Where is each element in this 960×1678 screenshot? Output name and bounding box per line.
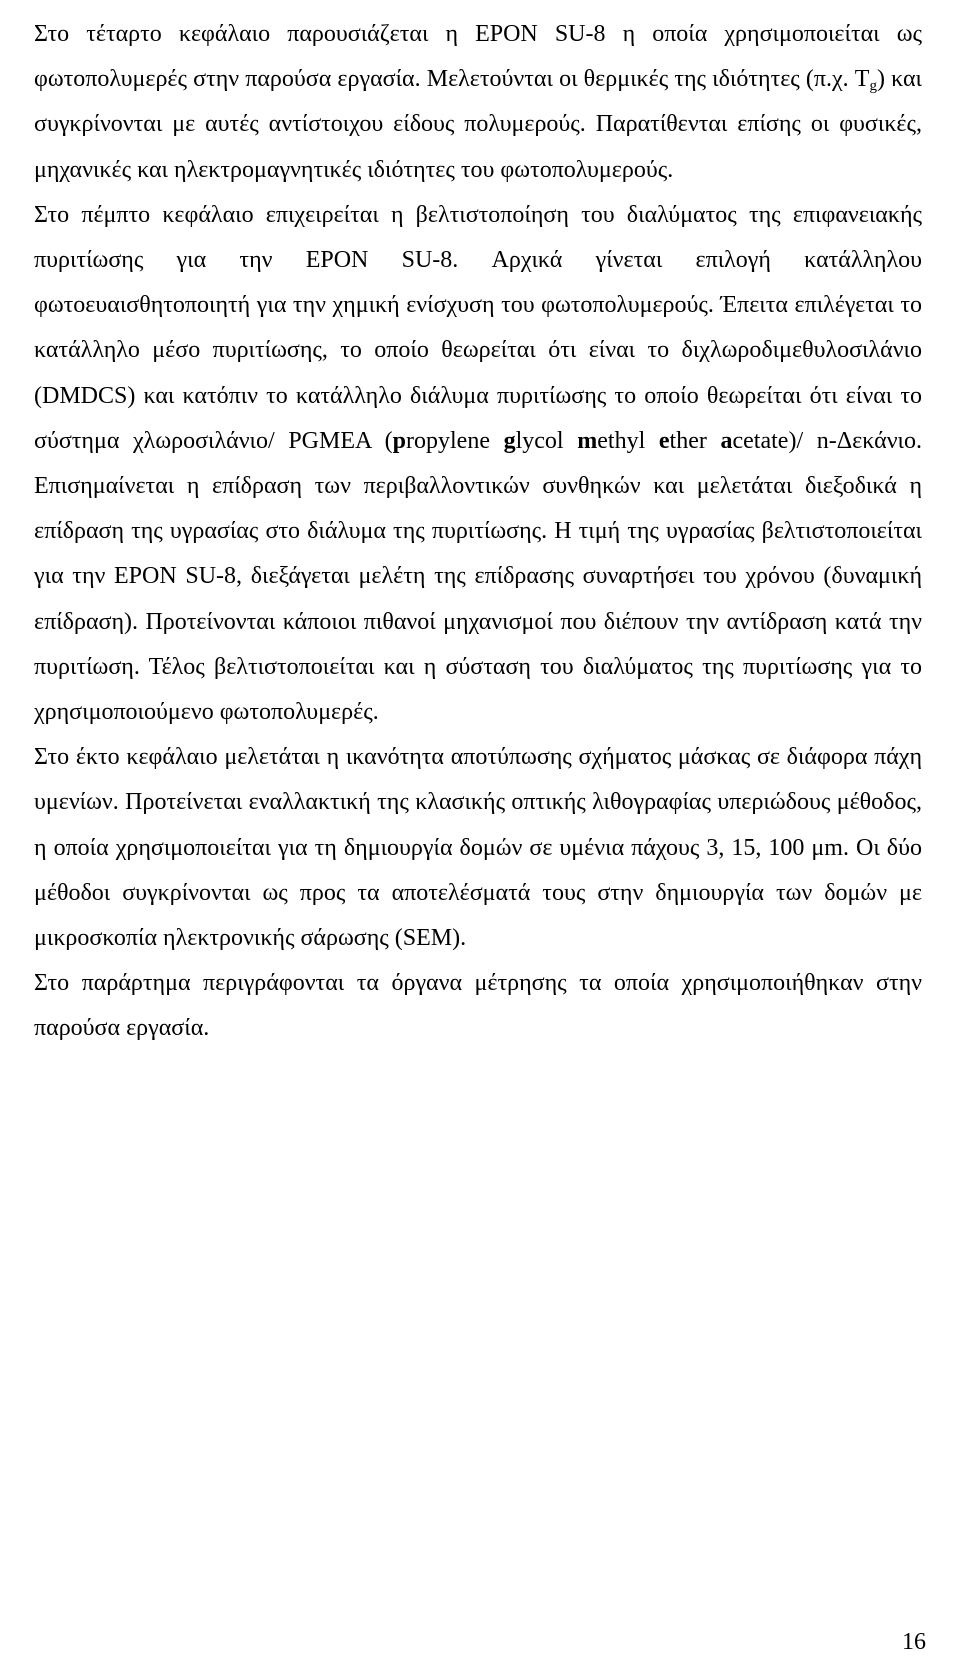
paragraph-appendix: Στο παράρτημα περιγράφονται τα όργανα μέτρησης τα οποία χρησιμοποιήθηκαν στην παρούσα εργασία.	[34, 970, 922, 1042]
paragraph-text: ethyl	[597, 427, 659, 454]
paragraph-text: ropylene	[406, 427, 504, 454]
acronym-letter: m	[577, 427, 598, 454]
acronym-letter: e	[658, 427, 670, 454]
paragraph-text: cetate)/ n-Δεκάνιο. Επισημαίνεται η επίδραση των περιβαλλοντικών συνθηκών και μελετάται διεξοδικά η επίδραση της υγρασίας στο διάλυμα της πυριτίωσης. Η τιμή της υγρασίας βελτιστοποιείται για την EPON SU-8, διεξάγεται μελέτη της επίδρασης συναρτήσει του χρόνου (δυναμική επίδραση). Προτείνονται κάποιοι πιθανοί μηχανισμοί που διέπουν την αντίδραση κατά την πυριτίωση. Τέλος βελτιστοποιείται και η σύσταση του διαλύματος της πυριτίωσης για το χρησιμοποιούμενο φωτοπολυμερές.	[34, 427, 923, 726]
document-page	[34, 12, 922, 1052]
paragraph-text: ther	[669, 427, 721, 454]
acronym-letter: g	[503, 427, 516, 454]
subscript-g: g	[869, 78, 877, 95]
paragraph-chapter-6: Στο έκτο κεφάλαιο μελετάται η ικανότητα αποτύπωσης σχήματος μάσκας σε διάφορα πάχη υμενίων. Προτείνεται εναλλακτική της κλασικής οπτικής λιθογραφίας υπεριώδους μέθοδος, η οποία χρησιμοποιείται για τη δημιουργία δομών σε υμένια πάχους 3, 15, 100 μm. Οι δύο μέθοδοι συγκρίνονται ως προς τα αποτελέσματά τους στην δημιουργία των δομών με μικροσκοπία ηλεκτρονικής σάρωσης (SEM).	[34, 744, 922, 952]
paragraph-text: Στο πέμπτο κεφάλαιο επιχειρείται η βελτιστοποίηση του διαλύματος της επιφανειακής πυριτίωσης για την EPON SU-8. Αρχικά γίνεται επιλογή κατάλληλου φωτοευαισθητοποιητή για την χημική ενίσχυση του φωτοπολυμερούς. Έπειτα επιλέγεται το κατάλληλο μέσο πυριτίωσης, το οποίο θεωρείται ότι είναι το διχλωροδιμεθυλοσιλάνιο (DMDCS) και κατόπιν το κατάλληλο διάλυμα πυριτίωσης το οποίο θεωρείται ότι είναι το σύστημα χλωροσιλάνιο/ PGMEA (	[34, 201, 922, 454]
acronym-letter: a	[720, 427, 733, 454]
paragraph-text: ) και συγκρίνονται με αυτές αντίστοιχου είδους πολυμερούς. Παρατίθενται επίσης οι φυσικές, μηχανικές και ηλεκτρομαγνητικές ιδιότητες του φωτοπολυμερούς.	[34, 66, 922, 183]
paragraph-text: Στο τέταρτο κεφάλαιο παρουσιάζεται η EPON SU-8 η οποία χρησιμοποιείται ως φωτοπολυμερές στην παρούσα εργασία. Μελετούνται οι θερμικές της ιδιότητες (π.χ. T	[34, 21, 922, 93]
paragraph-chapter-4	[34, 12, 922, 193]
paragraph-text: lycol	[515, 427, 578, 454]
page-number: 16	[902, 1629, 926, 1655]
acronym-letter: p	[392, 427, 406, 454]
paragraph-chapter-5	[34, 193, 922, 735]
